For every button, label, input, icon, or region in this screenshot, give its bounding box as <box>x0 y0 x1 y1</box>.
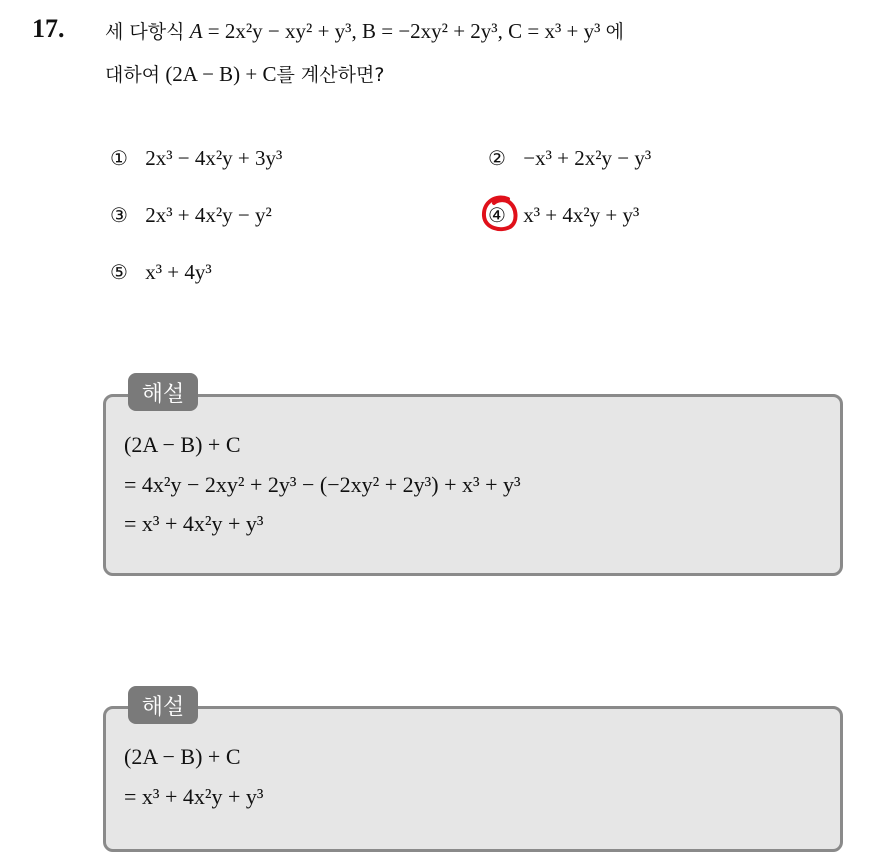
question-expr-b: B = −2xy² + 2y³, <box>361 19 503 43</box>
question-expr-c: C = x³ + y³ <box>508 19 601 43</box>
question-line-2 <box>105 60 384 87</box>
question-text: 에 <box>605 21 625 43</box>
question-text: 를 계산하면? <box>276 64 385 86</box>
choice-number: ① <box>110 146 128 170</box>
question-text: 세 다항식 <box>105 21 185 43</box>
solution-box-2 <box>103 706 843 852</box>
question-line-1 <box>105 17 624 44</box>
answer-mark-circle <box>478 192 522 236</box>
solution-line: = 4x²y − 2xy² + 2y³ − (−2xy² + 2y³) + x³ + y³ <box>124 472 521 497</box>
solution-line: = x³ + 4x²y + y³ <box>124 784 264 809</box>
choice-expr: x³ + 4y³ <box>145 260 212 284</box>
question-expr-a: 2x²y − xy² + y³, <box>224 19 357 43</box>
choice-3[interactable] <box>110 203 272 228</box>
solution-tag: 해설 <box>128 373 198 411</box>
choice-number: ③ <box>110 203 128 227</box>
choice-expr: 2x³ + 4x²y − y² <box>145 203 272 227</box>
choice-5[interactable] <box>110 260 212 285</box>
question-math: A = <box>189 19 225 43</box>
choice-expr: 2x³ − 4x²y + 3y³ <box>145 146 283 170</box>
choice-number: ② <box>488 146 506 170</box>
choice-2[interactable] <box>488 146 651 171</box>
solution-line: (2A − B) + C <box>124 432 241 457</box>
choice-expr: −x³ + 2x²y − y³ <box>523 146 652 170</box>
choice-number: ⑤ <box>110 260 128 284</box>
solution-line: = x³ + 4x²y + y³ <box>124 511 264 536</box>
solution-tag: 해설 <box>128 686 198 724</box>
question-text: 대하여 <box>105 64 161 86</box>
choice-1[interactable] <box>110 146 282 171</box>
solution-line: (2A − B) + C <box>124 744 241 769</box>
choice-number: ④ <box>488 203 506 227</box>
choice-expr: x³ + 4x²y + y³ <box>523 203 640 227</box>
question-expr: (2A − B) + C <box>165 62 277 86</box>
question-number: 17. <box>32 14 65 43</box>
